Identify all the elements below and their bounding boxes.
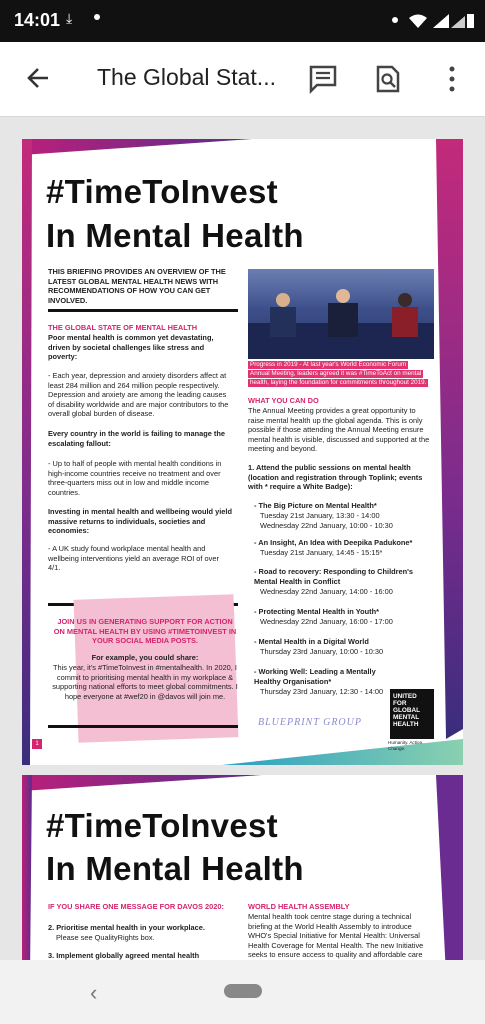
pdf-page-1 (22, 139, 463, 765)
status-bar (0, 0, 485, 42)
app-bar (0, 42, 485, 117)
session-title: - Road to recovery: Responding to Children's Mental Health in Conflict (254, 567, 414, 586)
notification-dot-icon (94, 14, 100, 20)
divider (48, 309, 238, 312)
logo-tagline: Humanity. Action. Change. (388, 740, 424, 751)
more-options-icon[interactable] (447, 64, 457, 94)
status-time: 14:01 (14, 10, 61, 30)
session-time: Wednesday 22nd January, 14:00 - 16:00 (260, 587, 393, 596)
notification-dot-icon (392, 17, 398, 23)
section-heading-what-you-can-do: WHAT YOU CAN DO (248, 396, 319, 405)
session-title: - The Big Picture on Mental Health* (254, 501, 377, 510)
photo-caption-line-1: Progress in 2019 - At last year's World Economic Forum (250, 361, 407, 368)
session-time: Thursday 23rd January, 12:30 - 14:00 (260, 687, 384, 696)
section-heading-global-state: THE GLOBAL STATE OF MENTAL HEALTH (48, 323, 198, 332)
cta-example-label: For example, you could share: (91, 653, 199, 662)
paragraph-failing: Every country in the world is failing to manage the escalating fallout: (48, 429, 225, 448)
paragraph-treatment-gap: - Up to half of people with mental health conditions in high-income countries receive no treatment and over three-quarters miss out in low and middle income countries. (48, 459, 222, 497)
paragraph-prioritise: 2. Prioritise mental health in your workplace. (48, 923, 205, 932)
paragraph-investing: Investing in mental health and wellbeing would yield massive returns to individuals, societies and economies: (48, 507, 232, 536)
session-title: - Working Well: Leading a Mentally Healthy Organisation* (254, 667, 376, 686)
page-number: 1 (32, 739, 42, 749)
headline-line-2: In Mental Health (46, 850, 304, 887)
home-pill[interactable] (224, 984, 262, 998)
session-title: - Protecting Mental Health in Youth* (254, 607, 379, 616)
cta-heading: JOIN US IN GENERATING SUPPORT FOR ACTION ON MENTAL HEALTH BY USING #TIMETOINVEST IN YOUR SOCIAL MEDIA POSTS. (53, 617, 237, 646)
paragraph-implement: 3. Implement globally agreed mental health (48, 951, 200, 960)
headline-line-1: #TimeToInvest (46, 173, 278, 210)
signal-battery-icon (405, 12, 475, 30)
paragraph-roi: - A UK study found workplace mental health and wellbeing interventions yield an average ROI of over 4/1. (48, 544, 219, 573)
back-arrow-icon[interactable] (26, 66, 50, 90)
find-in-page-icon[interactable] (375, 64, 401, 94)
photo-caption-line-2: Annual Meeting, leaders agreed it was #TimeToAct on mental (250, 370, 422, 377)
session-title: - Mental Health in a Digital World (254, 637, 369, 646)
download-icon: ⤓ (66, 10, 73, 26)
session-time: Tuesday 21st January, 13:30 - 14:00 Wednesday 22nd January, 10:00 - 10:30 (260, 511, 393, 530)
session-title: - An Insight, An Idea with Deepika Padukone* (254, 538, 413, 547)
lead-text: Poor mental health is common yet devastating, driven by societal challenges like stress and poverty: (48, 333, 214, 362)
davos-panel-photo (248, 269, 434, 359)
paragraph-annual-meeting: The Annual Meeting provides a great opportunity to raise mental health up the global agenda. This is only possible if those attending the Annual Meeting ensure mental health is visible, discussed and supported at the meeting and beyond. (248, 406, 430, 454)
session-time: Thursday 23rd January, 10:00 - 10:30 (260, 647, 384, 656)
paragraph-prevalence: - Each year, depression and anxiety disorders affect at least 284 million and 264 million people respectively. Depression and anxiety are among the leading causes of disability worldwide and are major contributors to the overall global burden of disease. (48, 371, 229, 419)
divider (48, 725, 238, 728)
session-time: Tuesday 21st January, 14:45 - 15:15* (260, 548, 383, 557)
cta-share-text: This year, it's #TimeToInvest in #mentalhealth. In 2020, I commit to prioritising mental health in my workplace & supporting national efforts to meet global commitments. I hope everyone at #wef20 in @davos will join me. (52, 663, 238, 701)
system-navigation-bar (0, 960, 485, 1024)
paragraph-attend-sessions: 1. Attend the public sessions on mental health (location and registration through Toplink; events with * require a White Badge): (248, 463, 423, 492)
headline-line-2: In Mental Health (46, 217, 304, 254)
nav-back-chevron-icon[interactable]: ‹ (90, 980, 98, 1005)
section-heading-world-health-assembly: WORLD HEALTH ASSEMBLY (248, 902, 350, 911)
intro-text: THIS BRIEFING PROVIDES AN OVERVIEW OF THE LATEST GLOBAL MENTAL HEALTH NEWS WITH RECOMMENDATIONS OF HOW YOU CAN GET INVOLVED. (48, 267, 226, 305)
paragraph-qualityrights: Please see QualityRights box. (56, 933, 155, 942)
section-heading-share-message: IF YOU SHARE ONE MESSAGE FOR DAVOS 2020: (48, 902, 224, 911)
pdf-viewer[interactable] (0, 117, 485, 960)
comment-icon[interactable] (308, 64, 338, 94)
blueprint-group-logo: BLUEPRINT GROUP (258, 717, 362, 728)
pdf-page-2 (22, 775, 463, 960)
document-title: The Global Stat... (97, 64, 276, 90)
headline-line-1: #TimeToInvest (46, 807, 278, 844)
united-for-global-mental-health-logo: UNITED FOR GLOBAL MENTAL HEALTH (390, 689, 434, 739)
paragraph-wha: Mental health took centre stage during a technical briefing at the World Health Assembly to introduce WHO's Special Initiative for Mental Health: Universal Health Coverage for Mental Health. The new Initiative seeks to ensure access to quality and affordable care (248, 912, 424, 960)
photo-caption-line-3: health, laying the foundation for commitments throughout 2019. (250, 379, 427, 386)
session-time: Wednesday 22nd January, 16:00 - 17:00 (260, 617, 393, 626)
